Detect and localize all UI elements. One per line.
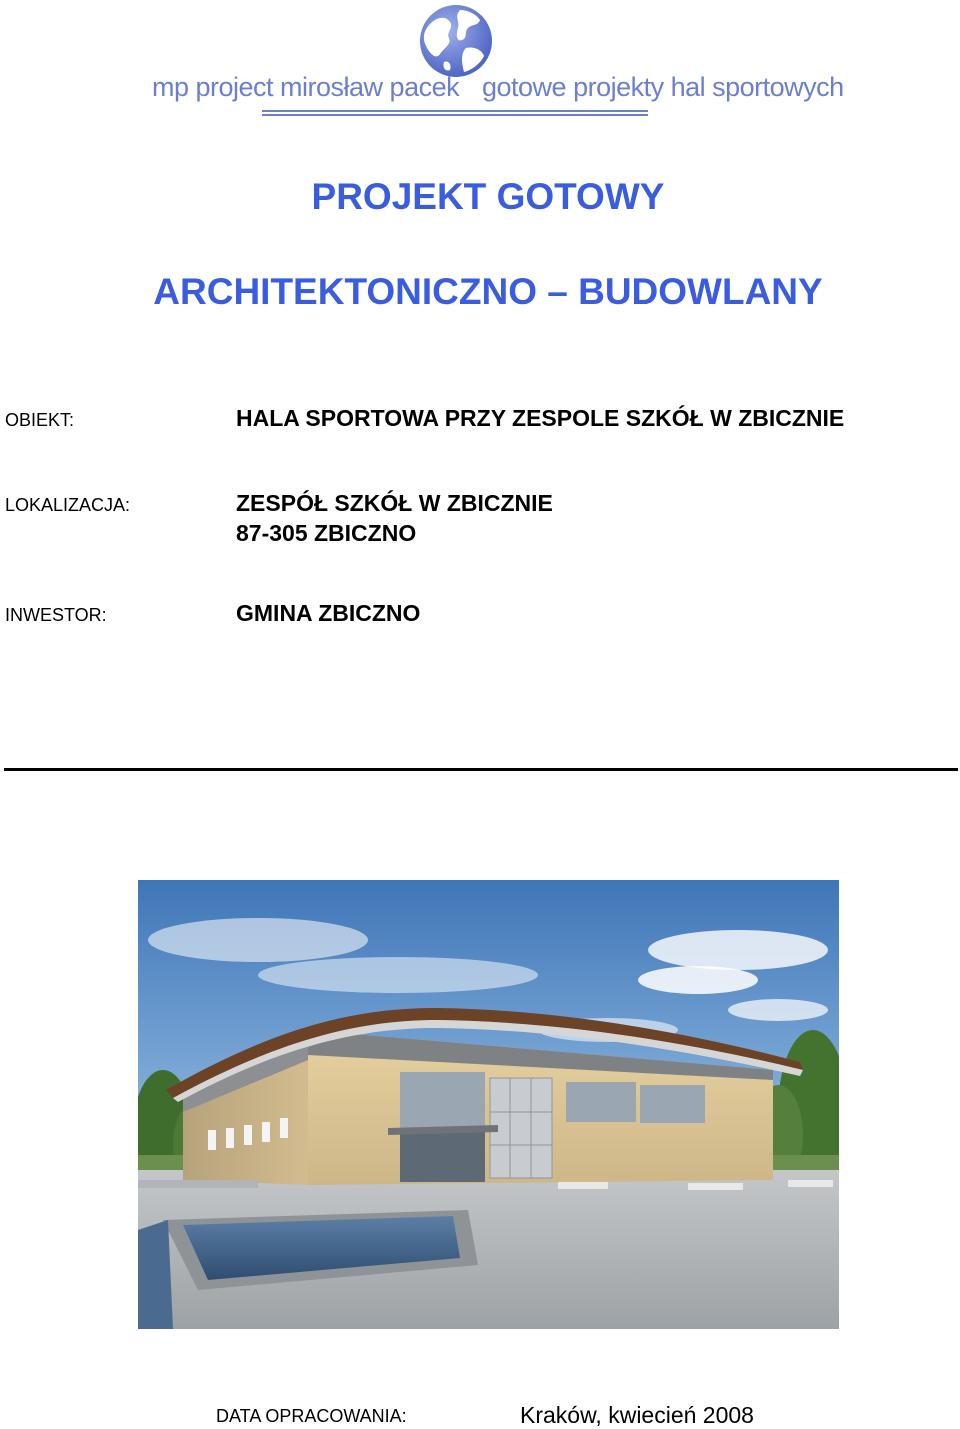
building-rendering <box>138 880 839 1329</box>
date-value: Kraków, kwiecień 2008 <box>520 1402 754 1428</box>
inwestor-label: INWESTOR: <box>5 605 107 625</box>
section-divider <box>4 768 958 771</box>
lokalizacja-line2: 87-305 ZBICZNO <box>236 520 417 546</box>
company-name: mp project mirosław pacek <box>152 72 460 102</box>
company-tagline: gotowe projekty hal sportowych <box>482 72 844 102</box>
lokalizacja-label: LOKALIZACJA: <box>5 495 131 515</box>
header-rule <box>262 114 648 116</box>
document-title-line2: ARCHITEKTONICZNO – BUDOWLANY <box>153 271 823 312</box>
header-rule <box>262 110 648 112</box>
inwestor-value: GMINA ZBICZNO <box>236 600 421 626</box>
document-title-line1: PROJEKT GOTOWY <box>311 176 665 217</box>
obiekt-value: HALA SPORTOWA PRZY ZESPOLE SZKÓŁ W ZBICZNIE <box>236 405 845 431</box>
lokalizacja-line1: ZESPÓŁ SZKÓŁ W ZBICZNIE <box>236 490 553 516</box>
globe-icon <box>416 2 496 80</box>
obiekt-label: OBIEKT: <box>5 410 75 430</box>
date-label: DATA OPRACOWANIA: <box>216 1406 407 1426</box>
